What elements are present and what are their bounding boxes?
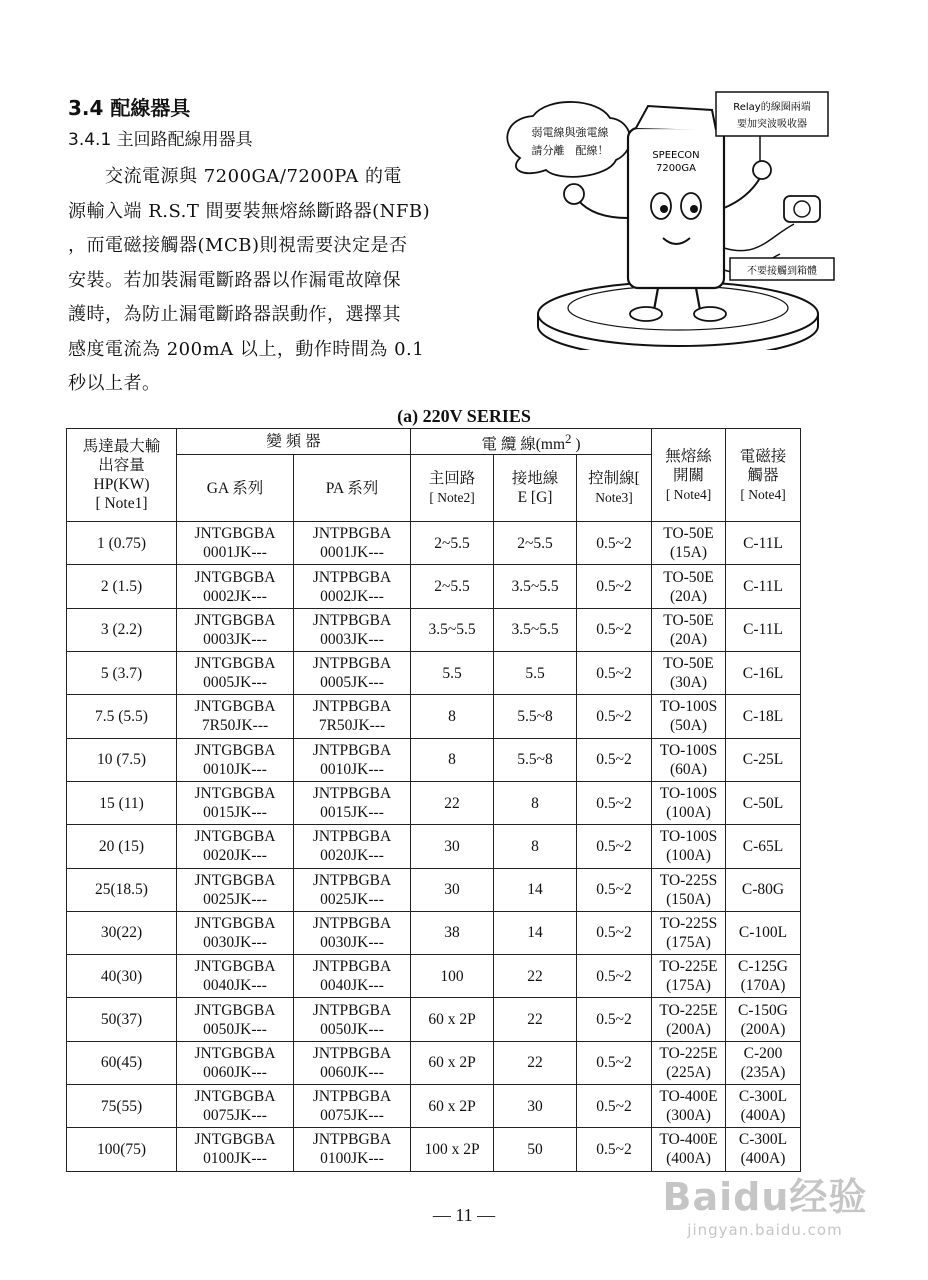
cell-ga-model: JNTGBGBA 0030JK--- — [177, 911, 294, 954]
cell-main-circuit: 60 x 2P — [411, 1041, 494, 1084]
cell-nfb: TO-100S (100A) — [652, 781, 726, 824]
cell-contactor: C-150G (200A) — [726, 998, 801, 1041]
paragraph-line: 安裝。若加裝漏電斷路器以作漏電故障保 — [68, 269, 401, 291]
cell-control-wire: 0.5~2 — [577, 522, 652, 565]
cell-motor: 40(30) — [67, 955, 177, 998]
cap-icon — [636, 106, 716, 130]
cell-ground-wire: 22 — [494, 955, 577, 998]
cell-nfb: TO-225E (225A) — [652, 1041, 726, 1084]
cell-main-circuit: 5.5 — [411, 652, 494, 695]
table-row — [67, 608, 801, 651]
subsection-title: 3.4.1 主回路配線用器具 — [68, 130, 253, 150]
table-row — [67, 738, 801, 781]
cell-nfb: TO-225E (175A) — [652, 955, 726, 998]
header-nfb: 無熔絲 開關 [ Note4] — [652, 429, 726, 522]
cell-contactor: C-300L (400A) — [726, 1128, 801, 1171]
cell-contactor: C-100L — [726, 911, 801, 954]
cell-ground-wire: 30 — [494, 1085, 577, 1128]
header-contactor: 電磁接 觸器 [ Note4] — [726, 429, 801, 522]
cell-nfb: TO-50E (20A) — [652, 565, 726, 608]
cell-ground-wire: 5.5 — [494, 652, 577, 695]
cell-motor: 1 (0.75) — [67, 522, 177, 565]
cell-motor: 3 (2.2) — [67, 608, 177, 651]
cell-pa-model: JNTPBGBA 0075JK--- — [294, 1085, 411, 1128]
cell-contactor: C-18L — [726, 695, 801, 738]
cell-motor: 75(55) — [67, 1085, 177, 1128]
table-row — [67, 1128, 801, 1171]
cell-pa-model: JNTPBGBA 0040JK--- — [294, 955, 411, 998]
cell-control-wire: 0.5~2 — [577, 1128, 652, 1171]
cell-pa-model: JNTPBGBA 0020JK--- — [294, 825, 411, 868]
cell-contactor: C-125G (170A) — [726, 955, 801, 998]
cell-pa-model: JNTPBGBA 0010JK--- — [294, 738, 411, 781]
cell-main-circuit: 2~5.5 — [411, 565, 494, 608]
table-row — [67, 868, 801, 911]
wiring-spec-table — [66, 428, 801, 1172]
table-row — [67, 695, 801, 738]
relay-note-line2: 要加突波吸收器 — [737, 119, 807, 130]
left-shoe-icon — [630, 307, 662, 321]
cell-motor: 7.5 (5.5) — [67, 695, 177, 738]
cell-pa-model: JNTPBGBA 0025JK--- — [294, 868, 411, 911]
paragraph-line: 源輸入端 R.S.T 間要裝無熔絲斷路器(NFB) — [68, 200, 431, 222]
cell-pa-model: JNTPBGBA 7R50JK--- — [294, 695, 411, 738]
cell-contactor: C-11L — [726, 522, 801, 565]
cell-main-circuit: 100 x 2P — [411, 1128, 494, 1171]
cell-pa-model: JNTPBGBA 0030JK--- — [294, 911, 411, 954]
cell-ground-wire: 8 — [494, 825, 577, 868]
cell-ga-model: JNTGBGBA 7R50JK--- — [177, 695, 294, 738]
cell-contactor: C-200 (235A) — [726, 1041, 801, 1084]
table-row — [67, 522, 801, 565]
cell-motor: 50(37) — [67, 998, 177, 1041]
cell-ga-model: JNTGBGBA 0010JK--- — [177, 738, 294, 781]
cell-main-circuit: 22 — [411, 781, 494, 824]
cell-nfb: TO-100S (50A) — [652, 695, 726, 738]
cell-nfb: TO-50E (15A) — [652, 522, 726, 565]
cell-contactor: C-11L — [726, 608, 801, 651]
cell-contactor: C-11L — [726, 565, 801, 608]
cell-nfb: TO-400E (400A) — [652, 1128, 726, 1171]
table-row — [67, 565, 801, 608]
cell-nfb: TO-100S (100A) — [652, 825, 726, 868]
cell-ground-wire: 5.5~8 — [494, 738, 577, 781]
header-ga-series: GA 系列 — [177, 455, 294, 522]
relay-note-line1: Relay的線圈兩端 — [733, 102, 811, 113]
cell-main-circuit: 38 — [411, 911, 494, 954]
header-inverter: 變 頻 器 — [177, 429, 411, 455]
cell-ga-model: JNTGBGBA 0050JK--- — [177, 998, 294, 1041]
paragraph-line: 交流電源與 7200GA/7200PA 的電 — [68, 166, 402, 187]
cell-pa-model: JNTPBGBA 0015JK--- — [294, 781, 411, 824]
pointing-hand-icon — [564, 184, 584, 204]
device-brand: SPEECON — [652, 150, 700, 161]
table-row — [67, 825, 801, 868]
cell-control-wire: 0.5~2 — [577, 738, 652, 781]
cell-nfb: TO-100S (60A) — [652, 738, 726, 781]
cell-main-circuit: 2~5.5 — [411, 522, 494, 565]
cell-ga-model: JNTGBGBA 0001JK--- — [177, 522, 294, 565]
cell-ground-wire: 50 — [494, 1128, 577, 1171]
left-eye-icon — [651, 193, 671, 219]
cell-contactor: C-80G — [726, 868, 801, 911]
table-row — [67, 1085, 801, 1128]
raised-hand-icon — [753, 161, 771, 179]
cell-contactor: C-65L — [726, 825, 801, 868]
cell-ground-wire: 22 — [494, 1041, 577, 1084]
device-model: 7200GA — [655, 163, 697, 174]
baidu-watermark: Baidu经验 jingyan.baidu.com — [662, 1175, 868, 1239]
header-cable: 電 纜 線($mm^2$ ) — [411, 429, 652, 455]
table-row — [67, 998, 801, 1041]
wiring-mascot-illustration — [498, 88, 838, 350]
cell-control-wire: 0.5~2 — [577, 1085, 652, 1128]
paragraph-line: 感度電流為 200mA 以上，動作時間為 0.1 — [68, 338, 425, 360]
cell-ga-model: JNTGBGBA 0020JK--- — [177, 825, 294, 868]
cell-pa-model: JNTPBGBA 0005JK--- — [294, 652, 411, 695]
header-pa-series: PA 系列 — [294, 455, 411, 522]
cell-pa-model: JNTPBGBA 0050JK--- — [294, 998, 411, 1041]
cell-nfb: TO-225S (175A) — [652, 911, 726, 954]
left-pupil — [660, 205, 668, 213]
header-main-circuit: 主回路 [ Note2] — [411, 455, 494, 522]
cell-motor: 100(75) — [67, 1128, 177, 1171]
cell-pa-model: JNTPBGBA 0002JK--- — [294, 565, 411, 608]
cell-contactor: C-50L — [726, 781, 801, 824]
cell-control-wire: 0.5~2 — [577, 955, 652, 998]
intro-paragraph — [68, 160, 468, 402]
cell-control-wire: 0.5~2 — [577, 825, 652, 868]
cell-pa-model: JNTPBGBA 0100JK--- — [294, 1128, 411, 1171]
cell-main-circuit: 60 x 2P — [411, 1085, 494, 1128]
cell-contactor: C-300L (400A) — [726, 1085, 801, 1128]
right-pupil — [690, 205, 698, 213]
cell-ground-wire: 3.5~5.5 — [494, 565, 577, 608]
header-control-wire: 控制線[ Note3] — [577, 455, 652, 522]
cell-nfb: TO-225S (150A) — [652, 868, 726, 911]
header-row-group — [67, 429, 801, 455]
section-title: 3.4 配線器具 — [68, 96, 191, 120]
cell-ga-model: JNTGBGBA 0100JK--- — [177, 1128, 294, 1171]
cell-pa-model: JNTPBGBA 0060JK--- — [294, 1041, 411, 1084]
bubble-text-line2: 請分離 配線！ — [531, 144, 609, 157]
table-title: (a) 220V SERIES — [397, 406, 531, 426]
cell-motor: 15 (11) — [67, 781, 177, 824]
cell-control-wire: 0.5~2 — [577, 652, 652, 695]
cell-main-circuit: 60 x 2P — [411, 998, 494, 1041]
header-motor-capacity: 馬達最大輸 出容量 HP(KW) [ Note1] — [67, 429, 177, 522]
cell-main-circuit: 3.5~5.5 — [411, 608, 494, 651]
cell-control-wire: 0.5~2 — [577, 608, 652, 651]
cell-pa-model: JNTPBGBA 0003JK--- — [294, 608, 411, 651]
cell-control-wire: 0.5~2 — [577, 565, 652, 608]
cell-control-wire: 0.5~2 — [577, 998, 652, 1041]
cell-control-wire: 0.5~2 — [577, 695, 652, 738]
table-row — [67, 781, 801, 824]
cell-ground-wire: 8 — [494, 781, 577, 824]
cell-main-circuit: 8 — [411, 695, 494, 738]
cell-ground-wire: 3.5~5.5 — [494, 608, 577, 651]
cell-nfb: TO-50E (20A) — [652, 608, 726, 651]
table-row — [67, 911, 801, 954]
cell-motor: 60(45) — [67, 1041, 177, 1084]
cell-ga-model: JNTGBGBA 0015JK--- — [177, 781, 294, 824]
bubble-text-line1: 弱電線與強電線 — [531, 126, 609, 139]
table-row — [67, 1041, 801, 1084]
cell-motor: 2 (1.5) — [67, 565, 177, 608]
ground-note-text: 不要接觸到箱體 — [747, 266, 817, 277]
cell-ground-wire: 2~5.5 — [494, 522, 577, 565]
cell-motor: 30(22) — [67, 911, 177, 954]
cell-nfb: TO-225E (200A) — [652, 998, 726, 1041]
cell-ga-model: JNTGBGBA 0060JK--- — [177, 1041, 294, 1084]
header-ground-wire: 接地線 E [G] — [494, 455, 577, 522]
cell-ga-model: JNTGBGBA 0025JK--- — [177, 868, 294, 911]
cell-ga-model: JNTGBGBA 0002JK--- — [177, 565, 294, 608]
cell-motor: 5 (3.7) — [67, 652, 177, 695]
table-row — [67, 652, 801, 695]
cell-control-wire: 0.5~2 — [577, 1041, 652, 1084]
cell-ground-wire: 14 — [494, 868, 577, 911]
cell-pa-model: JNTPBGBA 0001JK--- — [294, 522, 411, 565]
cell-control-wire: 0.5~2 — [577, 911, 652, 954]
cell-motor: 10 (7.5) — [67, 738, 177, 781]
cell-ground-wire: 5.5~8 — [494, 695, 577, 738]
paragraph-line: 護時，為防止漏電斷路器誤動作，選擇其 — [68, 304, 401, 325]
cell-main-circuit: 30 — [411, 825, 494, 868]
right-arm — [724, 178, 760, 208]
paragraph-line: 秒以上者。 — [68, 373, 161, 394]
speech-bubble — [507, 102, 630, 177]
cell-contactor: C-16L — [726, 652, 801, 695]
cell-main-circuit: 8 — [411, 738, 494, 781]
cell-ground-wire: 22 — [494, 998, 577, 1041]
platform-base — [538, 282, 818, 346]
motor-icon — [784, 196, 820, 222]
cell-motor: 25(18.5) — [67, 868, 177, 911]
cell-ga-model: JNTGBGBA 0005JK--- — [177, 652, 294, 695]
cell-ga-model: JNTGBGBA 0040JK--- — [177, 955, 294, 998]
right-shoe-icon — [694, 307, 726, 321]
cell-main-circuit: 100 — [411, 955, 494, 998]
cell-motor: 20 (15) — [67, 825, 177, 868]
cell-main-circuit: 30 — [411, 868, 494, 911]
cell-ga-model: JNTGBGBA 0075JK--- — [177, 1085, 294, 1128]
cell-ga-model: JNTGBGBA 0003JK--- — [177, 608, 294, 651]
page-number: — 11 — — [432, 1205, 496, 1225]
left-arm — [578, 200, 628, 218]
cell-nfb: TO-400E (300A) — [652, 1085, 726, 1128]
cell-ground-wire: 14 — [494, 911, 577, 954]
table-row — [67, 955, 801, 998]
cell-nfb: TO-50E (30A) — [652, 652, 726, 695]
paragraph-line: ，而電磁接觸器(MCB)則視需要決定是否 — [68, 235, 408, 256]
cell-contactor: C-25L — [726, 738, 801, 781]
motor-cable — [724, 224, 794, 251]
cell-control-wire: 0.5~2 — [577, 868, 652, 911]
cell-control-wire: 0.5~2 — [577, 781, 652, 824]
right-eye-icon — [681, 193, 701, 219]
